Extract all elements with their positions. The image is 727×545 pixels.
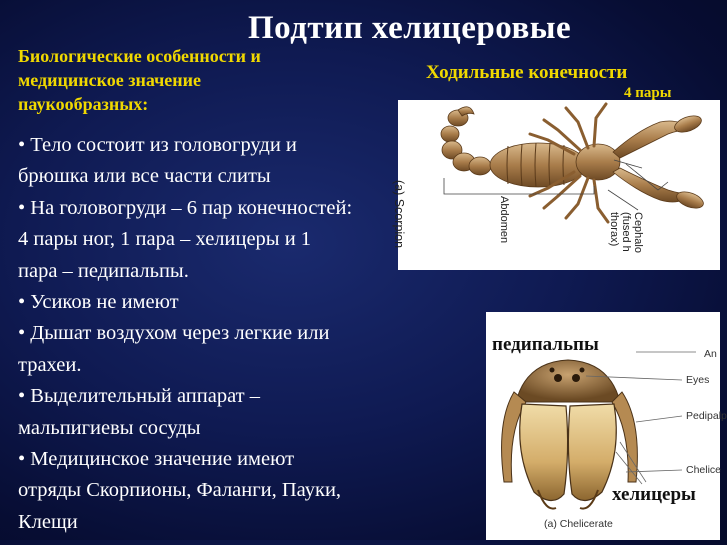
bullet-line: мальпигиевы сосуды [18,416,201,439]
bullet-line: пара – педипальпы. [18,259,189,282]
eyes-label: Eyes [686,374,710,386]
bullet-line: • Выделительный аппарат – [18,385,260,408]
bullet-line: 4 пары ног, 1 пара – хелицеры и 1 [18,228,312,251]
abdomen-label: Abdomen [498,196,510,244]
subtitle-line: Биологические особенности и [18,46,261,66]
bullet-line: • Тело состоит из головогруди и [18,134,297,156]
cephalothorax-label-line: thorax) [608,212,620,247]
bullet-list [18,130,438,538]
scorpion-image [392,100,720,270]
pairs-label: 4 пары [624,85,672,101]
bullet-line: отряды Скорпионы, Фаланги, Пауки, [18,479,342,502]
bullet-line: • На головогруди – 6 пар конечностей: [18,196,353,219]
scorpion-caption: (a) Scorpion [392,180,406,249]
bullet-line: • Дышат воздухом через легкие или [18,322,330,345]
cephalothorax-label-line: (fused h [620,212,632,252]
cephalothorax-label-line: Cephalo [632,212,644,253]
chelicerae-label: хелицеры [612,484,696,505]
walking-limbs-label: Ходильные конечности [426,62,628,83]
cephalothorax-label [608,212,644,253]
subtitle [18,44,398,116]
chelicerae-en-label: Chelice [686,464,722,476]
slide-title: Подтип хелицеровые [248,10,572,46]
bullet-line: брюшка или все части слиты [18,165,271,188]
bullet-line: Клещи [18,510,78,533]
bullet-line: • Медицинское значение имеют [18,448,295,471]
bullet-line: трахеи. [18,353,82,376]
spider-caption: (a) Chelicerate [544,518,613,530]
bullet-line: • Усиков не имеют [18,291,179,314]
subtitle-line: медицинское значение [18,70,201,90]
subtitle-line: паукообразных: [18,94,149,114]
pedipalp-label: Pedipalp [686,410,727,422]
antenna-label: An [704,348,717,360]
pedipalps-label: педипальпы [492,334,599,355]
scorpion-drawing [398,100,720,270]
